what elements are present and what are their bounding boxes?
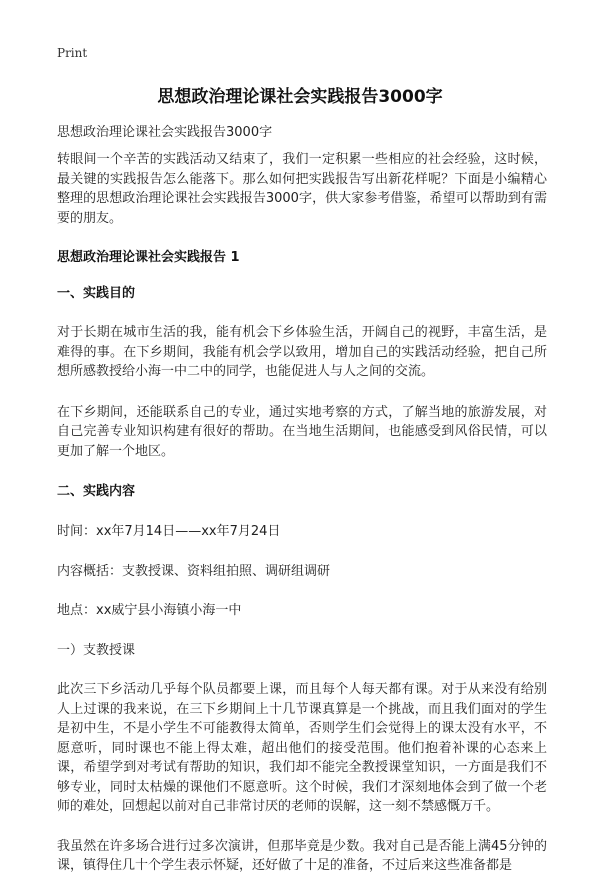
sub-heading-teaching: 一）支教授课 (57, 642, 136, 658)
document-subtitle: 思想政治理论课社会实践报告3000字 (57, 125, 273, 140)
teaching-paragraph-1: 此次三下乡活动几乎每个队员都要上课，而且每个人每天都有课。对于从来没有给别人上过课的我来说，在三下乡期间上十几节课真算是一个挑战，而且我们面对的学生是初中生，不是小学生不可能教得太简单，否则学生们会觉得上的课太没有水平，不愿意听，同时课也不能上得太难，超出他们的接受范围。他们抱着补课的心态来上课，希望学到对考试有帮助的知识，我们却不能完全教授课堂知识，一方面是我们不够专业，同时太枯燥的课他们不愿意听。这个时候，我们才深刻地体会到了做一个老师的难处，回想起以前对自己非常讨厌的老师的误解，这一刻不禁感慨万千。 (57, 682, 547, 814)
purpose-paragraph-2: 在下乡期间，还能联系自己的专业，通过实地考察的方式，了解当地的旅游发展，对自己完善专业知识构建有很好的帮助。在当地生活期间，也能感受到风俗民情，可以更加了解一个地区。 (57, 404, 547, 459)
report-heading: 思想政治理论课社会实践报告 1 (57, 250, 240, 265)
purpose-paragraph-1: 对于长期在城市生活的我，能有机会下乡体验生活，开阔自己的视野，丰富生活，是难得的事。在下乡期间，我能有机会学以致用，增加自己的实践活动经验，把自己所想所感教授给小海一中二中的同学，也能促进人与人之间的交流。 (57, 325, 547, 379)
document-body (57, 150, 547, 876)
section-heading-content: 二、实践内容 (57, 484, 136, 499)
intro-paragraph: 转眼间一个辛苦的实践活动又结束了，我们一定积累一些相应的社会经验，这时候，最关键的实践报告怎么能落下。那么如何把实践报告写出新花样呢？下面是小编精心整理的思想政治理论课社会实践报告3000字，供大家参考借鉴，希望可以帮助到有需要的朋友。 (57, 152, 547, 226)
print-link[interactable]: Print (57, 46, 88, 60)
summary-line: 内容概括：支教授课、资料组拍照、调研组调研 (57, 563, 331, 579)
time-line: 时间：xx年7月14日——xx年7月24日 (57, 524, 281, 539)
section-heading-purpose: 一、实践目的 (57, 286, 136, 301)
teaching-paragraph-2: 我虽然在许多场合进行过多次演讲，但那毕竟是少数。我对自己是否能上满45分钟的课，镇得住几十个学生表示怀疑，还好做了十足的准备，不过后来这些准备都是 (57, 838, 547, 873)
page-title: 思想政治理论课社会实践报告3000字 (157, 87, 443, 107)
location-line: 地点：xx威宁县小海镇小海一中 (57, 603, 242, 618)
